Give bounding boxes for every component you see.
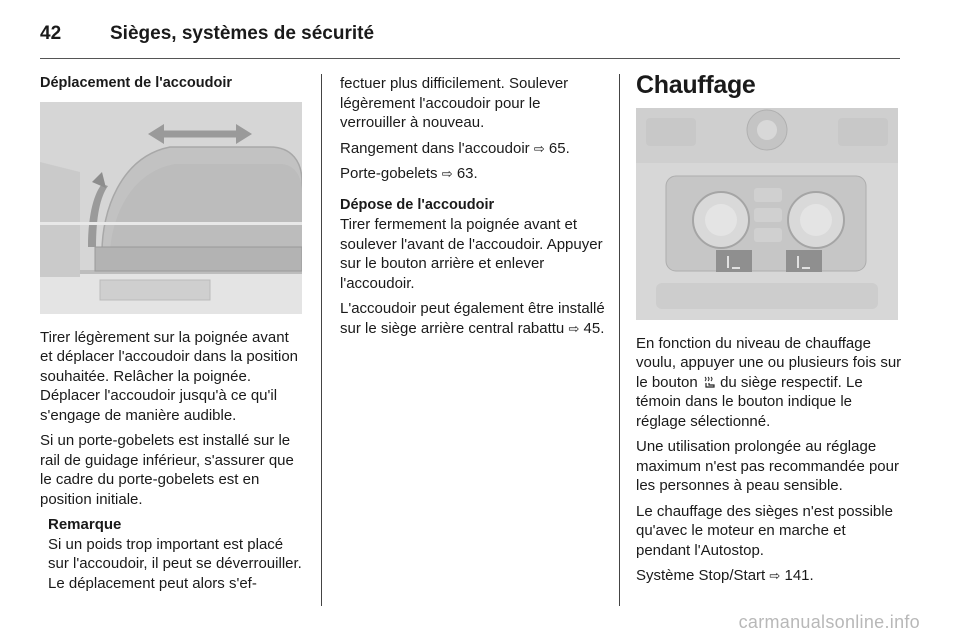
armrest-removal-subheading: Dépose de l'accoudoir <box>340 196 495 213</box>
page-header <box>40 14 374 54</box>
armrest-removal-para1: Tirer fermement la poignée avant et soulever l'avant de l'accoudoir. Appuyer sur le bouton arrière et enlever l'accoudoir. <box>340 216 603 292</box>
ref-stopstart-text: Système Stop/Start <box>636 567 766 584</box>
armrest-move-para1: Tirer légèrement sur la poignée avant et déplacer l'accoudoir dans la position souhaitée. Relâcher la poignée. Déplacer l'accoudoir jusqu'à ce qu'il s'engage de manière audible. <box>40 328 299 424</box>
heating-heading: Chauffage <box>636 71 756 99</box>
middle-column <box>340 74 608 344</box>
reference-arrow-icon: ⇨ <box>568 320 580 336</box>
header-rule <box>40 58 900 59</box>
left-column <box>40 74 305 593</box>
rear-seat-page: 45. <box>583 319 605 337</box>
note-block <box>40 515 305 593</box>
heating-para1 <box>636 334 904 432</box>
armrest-move-subheading: Déplacement de l'accoudoir <box>40 75 233 91</box>
column-divider-2 <box>619 74 620 606</box>
note-text: Si un poids trop important est placé sur l'accoudoir, il peut se déverrouiller. Le déplacement peut alors s'ef- <box>48 535 302 592</box>
armrest-removal-para2 <box>340 299 608 338</box>
heating-para1-end: du siège respectif. Le témoin dans le bouton indique le réglage sélectionné. <box>636 373 863 430</box>
cross-reference-stopstart <box>636 566 904 586</box>
column-divider-1 <box>321 74 322 606</box>
right-column <box>636 71 904 592</box>
watermark: carmanualsonline.info <box>738 612 920 632</box>
page-title: Sièges, systèmes de sécurité <box>110 23 375 44</box>
note-label: Remarque <box>48 516 122 533</box>
ref-cupholders-text: Porte-gobelets <box>340 165 438 182</box>
ref-storage-text: Rangement dans l'accoudoir <box>340 139 530 157</box>
armrest-illustration <box>40 102 302 314</box>
heating-controls-illustration <box>636 108 898 320</box>
page-number: 42 <box>40 23 62 44</box>
cross-reference-storage <box>340 139 608 159</box>
reference-arrow-icon: ⇨ <box>441 166 453 181</box>
reference-arrow-icon: ⇨ <box>769 568 781 583</box>
ref-cupholders-page: 63. <box>456 165 478 182</box>
cross-reference-cupholders <box>340 164 608 184</box>
note-continuation: fectuer plus difficilement. Soulever légèrement l'accoudoir pour le verrouiller à nouveau. <box>340 75 569 131</box>
rear-seat-text: L'accoudoir peut également être installé sur le siège arrière central rabattu <box>340 300 605 337</box>
reference-arrow-icon: ⇨ <box>533 140 545 156</box>
heating-para3: Le chauffage des sièges n'est possible qu'avec le moteur en marche et pendant l'Autostop. <box>636 502 893 559</box>
seat-heating-icon <box>702 375 716 389</box>
armrest-move-para2: Si un porte-gobelets est installé sur le rail de guidage inférieur, s'assurer que le cadre du porte-gobelets est en position initiale. <box>40 432 294 508</box>
ref-storage-page: 65. <box>548 139 570 157</box>
ref-stopstart-page: 141. <box>784 567 814 584</box>
heating-para2: Une utilisation prolongée au réglage maximum n'est pas recommandée pour les personnes à peau sensible. <box>636 438 899 494</box>
heating-para1-start: En fonction du niveau de chauffage voulu, appuyer une ou plusieurs fois sur le bouton <box>636 334 902 391</box>
